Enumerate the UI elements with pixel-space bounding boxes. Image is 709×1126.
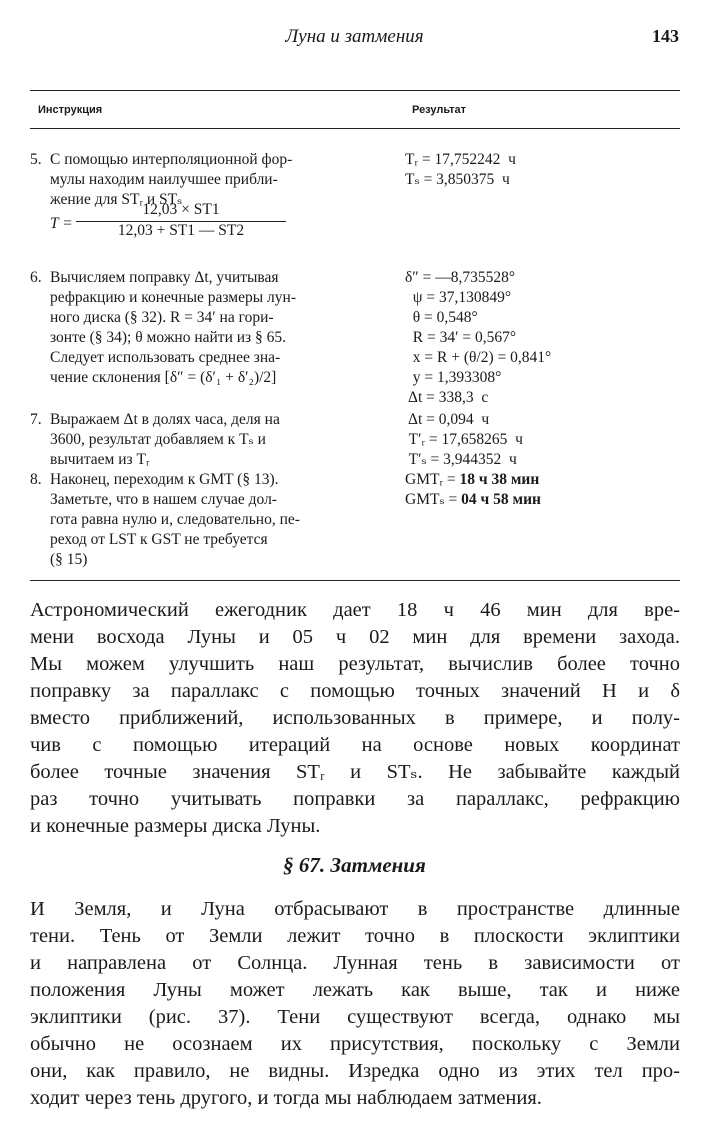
text-line: эклиптики (рис. 37). Тени существуют всегда, однако мы xyxy=(30,1006,680,1028)
page-number: 143 xyxy=(652,26,679,46)
step-number: 5. xyxy=(30,151,42,168)
paragraph-1 xyxy=(30,597,680,840)
step-text-line: реход от LST к GST не требуется xyxy=(50,531,268,548)
result-line: Tₛ = 3,850375 ч xyxy=(405,171,510,188)
step-text-line: мулы находим наилучшее прибли- xyxy=(50,171,278,188)
result-line: θ = 0,548° xyxy=(405,309,478,326)
result-line: Tᵣ = 17,752242 ч xyxy=(405,151,516,168)
top-rule xyxy=(30,90,680,91)
result-block xyxy=(405,470,541,510)
result-line: T′ₛ = 3,944352 ч xyxy=(405,451,517,468)
text-line: более точные значения STᵣ и STₛ. Не забывайте каждый xyxy=(30,761,680,783)
step-text-line: 3600, результат добавляем к Tₛ и xyxy=(50,431,266,448)
result-line: Δt = 338,3 с xyxy=(405,389,489,406)
text-line: ходит через тень другого, и тогда мы наблюдаем затмения. xyxy=(30,1087,542,1109)
step-number: 8. xyxy=(30,471,42,488)
section-heading: § 67. Затмения xyxy=(283,853,426,877)
header-rule xyxy=(30,128,680,129)
text-line: тени. Тень от Земли лежит точно в плоскости эклиптики xyxy=(30,925,680,947)
table-bottom-rule xyxy=(30,580,680,581)
result-line: T′ᵣ = 17,658265 ч xyxy=(405,431,523,448)
formula-denominator: 12,03 + ST1 — ST2 xyxy=(117,222,245,239)
text-line: вместо приближений, использованных в примере, и полу- xyxy=(30,707,680,729)
table-step xyxy=(30,268,400,388)
text-line: Астрономический ежегодник дает 18 ч 46 мин для вре- xyxy=(30,599,680,621)
step-text-line: жение для STᵣ и STₛ xyxy=(50,191,183,208)
step-text-line: Выражаем Δt в долях часа, деля на xyxy=(50,411,280,428)
result-label: GMTₛ = xyxy=(405,491,462,508)
step-number: 6. xyxy=(30,269,42,286)
text-line: Мы можем улучшить наш результат, вычислив более точно xyxy=(30,653,680,675)
step-text-line: Вычисляем поправку Δt, учитывая xyxy=(50,269,279,286)
interpolation-formula xyxy=(50,201,245,239)
result-value: 18 ч 38 мин xyxy=(459,471,540,488)
table-step xyxy=(30,410,400,470)
paragraph-2 xyxy=(30,896,680,1112)
result-block xyxy=(405,150,516,190)
step-text-line: гота равна нулю и, следовательно, пе- xyxy=(50,511,300,528)
column-header-instruction: Инструкция xyxy=(38,104,103,116)
table-step xyxy=(30,470,400,570)
text-line: раз точно учитывать поправки за параллакс, рефракцию xyxy=(30,788,680,810)
text-line: чив с помощью итераций на основе новых координат xyxy=(30,734,680,756)
result-line: y = 1,393308° xyxy=(405,369,502,386)
text-line: и направлена от Солнца. Лунная тень в зависимости от xyxy=(30,952,680,974)
result-block xyxy=(405,268,551,408)
step-text-line: вычитаем из Tᵣ xyxy=(50,451,150,468)
text-line: поправку за параллакс с помощью точных значений H и δ xyxy=(30,680,680,702)
step-text-line: Наконец, переходим к GMT (§ 13). xyxy=(50,471,279,488)
step-text-line: чение склонения [δ″ = (δ′₁ + δ′₂)/2] xyxy=(50,369,277,386)
step-text-line: Следует использовать среднее зна- xyxy=(50,349,281,366)
step-text-line: (§ 15) xyxy=(50,551,88,568)
step-number: 7. xyxy=(30,411,42,428)
result-value: 04 ч 58 мин xyxy=(461,491,541,508)
text-line: обычно не осознаем их присутствия, поскольку с Земли xyxy=(30,1033,680,1055)
formula-numerator: 12,03 × ST1 xyxy=(76,201,286,222)
result-line xyxy=(405,490,541,510)
result-line: Δt = 0,094 ч xyxy=(405,411,490,428)
result-line: δ″ = —8,735528° xyxy=(405,269,516,286)
text-line: положения Луны может лежать как выше, так и ниже xyxy=(30,979,680,1001)
text-line: они, как правило, не видны. Изредка одно из этих тел про- xyxy=(30,1060,680,1082)
result-line: R = 34′ = 0,567° xyxy=(405,329,517,346)
step-text-line: ного диска (§ 32). R = 34′ на гори- xyxy=(50,309,274,326)
text-line: и конечные размеры диска Луны. xyxy=(30,815,321,837)
step-text-line: рефракцию и конечные размеры лун- xyxy=(50,289,296,306)
result-line: x = R + (θ/2) = 0,841° xyxy=(405,349,552,366)
result-label: GMTᵣ = xyxy=(405,471,460,488)
result-line xyxy=(405,470,541,490)
formula-lhs: T = xyxy=(50,215,73,232)
text-line: мени восхода Луны и 05 ч 02 мин для времени захода. xyxy=(30,626,680,648)
step-text-line: зонте (§ 34); θ можно найти из § 65. xyxy=(50,329,287,346)
result-line: ψ = 37,130849° xyxy=(405,289,512,306)
step-text-line: Заметьте, что в нашем случае дол- xyxy=(50,491,277,508)
column-header-result: Результат xyxy=(412,104,467,116)
text-line: И Земля, и Луна отбрасывают в пространстве длинные xyxy=(30,898,680,920)
result-block xyxy=(405,410,523,470)
step-text-line: С помощью интерполяционной фор- xyxy=(50,151,293,168)
running-header-title: Луна и затмения xyxy=(285,26,424,47)
